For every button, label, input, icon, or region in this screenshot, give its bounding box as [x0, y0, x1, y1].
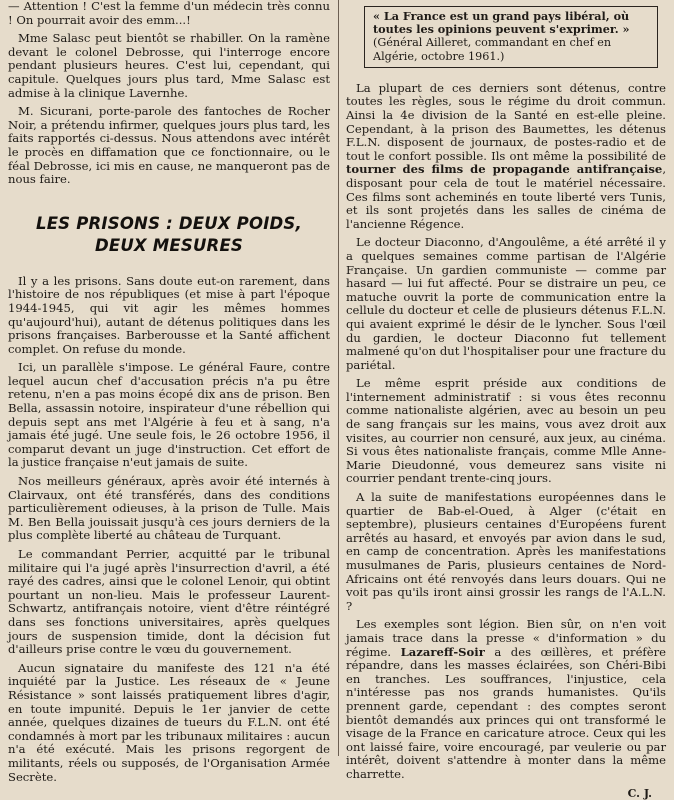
exemples-bold: Lazareff-Soir — [400, 644, 485, 659]
paragraph-bab-el-oued: A la suite de manifestations européennes dans le quartier de Bab-el-Oued, à Alger (c'était en septembre), plusieurs centaines d'Européens furent arrêtés au hasard, et envoyés par avion dans le sud, en camp de concentration. Après les manifestations musulmanes de Paris, plusieurs centaines de Nord-Africains ont été renvoyés dans leurs douars. Qui ne voit pas qu'ils iront ainsi grossir les rangs de l'A.L.N. ? — [346, 490, 666, 613]
paragraph-prisons: Il y a les prisons. Sans doute eut-on rarement, dans l'histoire de nos républiques (et mise à part l'époque 1944-1945, qui vit agir les mêmes hommes qu'aujourd'hui), autant de détenus politiques dans les prisons françaises. Barberousse et la Santé affichent complet. On refuse du monde. — [8, 273, 330, 356]
paragraph-salasc: Mme Salasc peut bientôt se rhabiller. On la ramène devant le colonel Debrosse, qui l'interroge encore pendant plusieurs heures. C'est lui, cependant, qui capitule. Quelques jours plus tard, Mme Salasc est admise à la clinique Lavernhe. — [8, 31, 330, 100]
exemples-text-end: a des œillères, et préfère répandre, dans les masses éclairées, son Chéri-Bibi en tranches. Les souffrances, l'injustice, cela n'intéresse pas nos grands humanistes. Qu'ils prennent garde, cependant : des comptes seront bientôt demandés aux princes qui ont transformé le visage de la France en caricature atroce. Ceux qui les ont laissé faire, voire encouragé, par veulerie ou par intérêt, doivent s'attendre à monter dans la même charrette. — [346, 644, 666, 781]
signature: C. J. — [627, 786, 652, 800]
quote-text: « La France est un grand pays libéral, où toutes les opinions peuvent s'exprimer. » — [373, 9, 630, 37]
section-heading — [8, 213, 330, 257]
heading-line-2: DEUX MESURES — [94, 235, 244, 255]
paragraph-warning: — Attention ! C'est la femme d'un médecin très connu ! On pourrait avoir des emm...! — [8, 0, 330, 27]
exemples-text-start: Les exemples sont légion. Bien sûr, on n'en voit jamais trace dans la presse « d'information » du régime. — [346, 617, 666, 659]
column-divider — [338, 0, 339, 756]
baumettes-text-start: La plupart de ces derniers sont détenus, contre toutes les règles, sous le régime du droit commun. Ainsi la 4e division de la Santé en est-elle pleine. Cependant, à la prison des Baumettes, les détenus F.L.N. disposent de journaux, de postes-radio et de tout le confort possible. Ils ont même la possibilité de — [346, 80, 666, 163]
paragraph-perrier: Le commandant Perrier, acquitté par le tribunal militaire qui l'a jugé après l'insurrection d'avril, a été rayé des cadres, ainsi que le colonel Lenoir, qui obtint pourtant un non-lieu. Mais le professeur Laurent-Schwartz, antifrançais notoire, vient d'être réintégré dans ses fonctions universitaires, après quelques jours de suspension timide, dont la décision fut d'ailleurs prise contre le vœu du gouvernement. — [8, 547, 330, 657]
paragraph-sicurani: M. Sicurani, porte-parole des fantoches de Rocher Noir, a prétendu infirmer, quelques jours plus tard, les faits rapportés ci-dessus. Nous attendons avec intérêt le procès en diffamation que ce fonctionnaire, ou le féal Debrosse, ici mis en cause, ne manqueront pas de nous faire. — [8, 104, 330, 187]
paragraph-diaconno: Le docteur Diaconno, d'Angoulême, a été arrêté il y a quelques semaines comme partisan de l'Algérie Française. Un gardien communiste — comme par hasard — lui fut affecté. Pour se distraire un peu, ce matuche ouvrit la porte de communication entre la cellule du docteur et celle de plusieurs détenus F.L.N. qui avaient exprimé le désir de le lyncher. Sous l'œil du gardien, le docteur Diaconno fut tellement malmené qu'on dut l'hospitaliser pour une fracture du pariétal. — [346, 235, 666, 372]
paragraph-exemples — [346, 618, 666, 781]
paragraph-manifeste: Aucun signataire du manifeste des 121 n'a été inquiété par la Justice. Les réseaux de « Jeune Résistance » sont laissés pratiquement libres d'agir, en toute impunité. Depuis le 1er janvier de cette année, quelques dizaines de tueurs du F.L.N. ont été condamnés à mort par les tribunaux militaires : aucun n'a été exécuté. Mais les prisons regorgent de militants, réels ou supposés, de l'Organisation Armée Secrète. — [8, 660, 330, 784]
paragraph-baumettes — [346, 82, 666, 232]
baumettes-bold: tourner des films de propagande antifrançaise — [346, 162, 663, 177]
paragraph-generals: Nos meilleurs généraux, après avoir été internés à Clairvaux, ont été transférés, dans des conditions particulièrement odieuses, à la prison de Tulle. Mais M. Ben Bella jouissait jusqu'à ces jours derniers de la plus complète liberté au château de Turquant. — [8, 474, 330, 543]
right-column — [346, 0, 666, 800]
paragraph-parallel: Ici, un parallèle s'impose. Le général Faure, contre lequel aucun chef d'accusation précis n'a pu être retenu, n'en a pas moins écopé dix ans de prison. Ben Bella, assassin notoire, inspirateur d'une rébellion qui depuis sept ans met l'Algérie à feu et à sang, n'a jamais été jugé. Une seule fois, le 26 octobre 1956, il comparut devant un juge d'instruction. Cet effort de la justice française n'eut jamais de suite. — [8, 360, 330, 470]
baumettes-text-end: , disposant pour cela de tout le matériel nécessaire. Ces films sont acheminés en toute liberté vers Tunis, et ils sont projetés dans les salles de cinéma de l'ancienne Régence. — [346, 162, 666, 231]
paragraph-internement: Le même esprit préside aux conditions de l'internement administratif : si vous êtes reconnu comme nationaliste algérien, avec au besoin un peu de sang français sur les mains, vous avez droit aux visites, au courrier non censuré, aux jeux, au cinéma. Si vous êtes nationaliste français, comme Mlle Anne-Marie Dieudonné, vous demeurez sans visite ni courrier pendant trente-cinq jours. — [346, 376, 666, 486]
quote-box — [364, 6, 658, 68]
left-column — [8, 0, 330, 784]
quote-attribution: (Général Ailleret, commandant en chef en Algérie, octobre 1961.) — [373, 36, 612, 63]
heading-line-1: LES PRISONS : DEUX POIDS, — [36, 213, 302, 233]
